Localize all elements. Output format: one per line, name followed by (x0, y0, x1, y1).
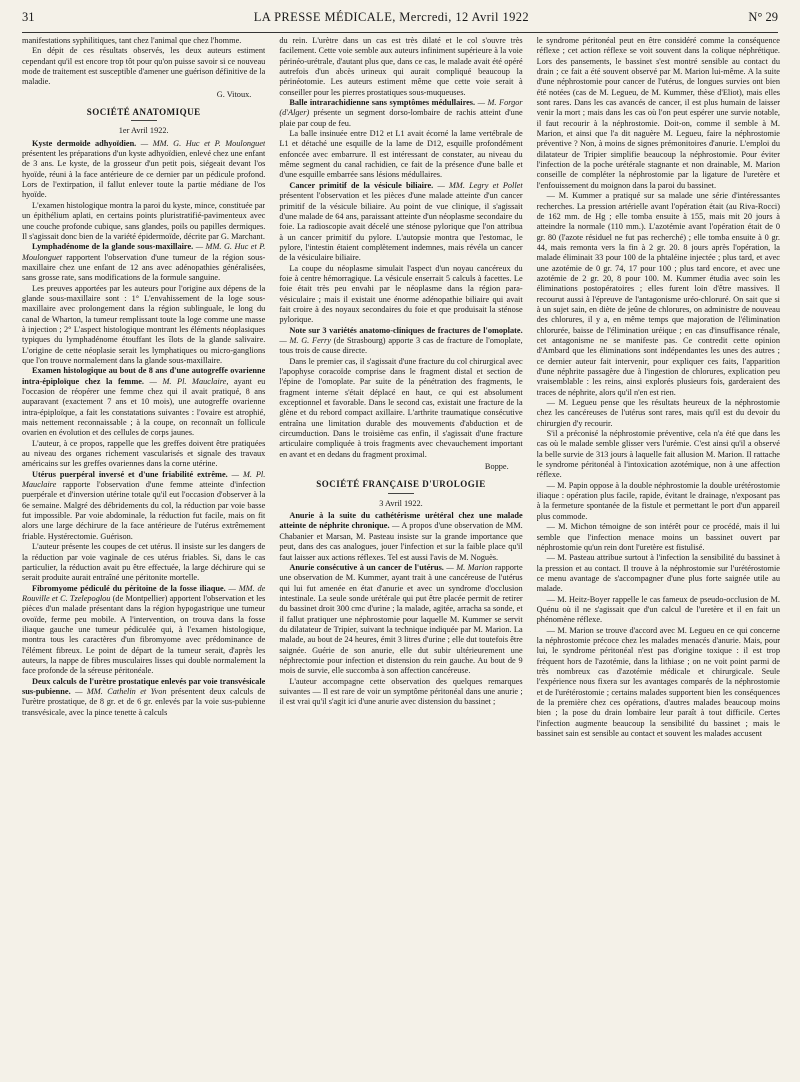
paragraph: du rein. L'urètre dans un cas est très dilaté et le col s'ouvre très facilement. Cette voie semble aux auteurs infiniment supérieure à la voie périnéo-urétrale, d'autant plus que, dans ce cas, le malade avait été opéré autrefois d'un abcès urineux qui aurait compliqué beaucoup la périnéotomie. Les auteurs estiment même que cette voie serait à conseiller pour les pierres prostatiques sous-muqueuses. (279, 36, 523, 97)
author-signature: Boppe. (484, 462, 509, 472)
article-paragraph (22, 139, 265, 201)
page-number: 31 (22, 10, 35, 24)
article-text: présente un segment dorso-lombaire de rachis atteint d'une plaie par coup de feu. (279, 108, 523, 128)
journal-title: LA PRESSE MÉDICALE, Mercredi, 12 Avril 1922 (253, 10, 530, 24)
article-text: rapportent l'observation d'une tumeur de la région sous-maxillaire chez une enfant de 12 ans avec adénopathies généralisées, sans grosse rate, sans modifications de la formule sanguine. (22, 252, 266, 283)
article-continuation: La coupe du néoplasme simulait l'aspect d'un noyau cancéreux du foie à centre hémorragique. La vésicule enserrait 5 calculs à facettes. Le foie était très peu envahi par le néoplasme dans la région para-vésiculaire ; mais il existait une énorme adénopathie biliaire qui avait fait croire à des noyaux secondaires du foie et que produisait la sténose pylorique. (279, 263, 523, 325)
article-paragraph (22, 242, 265, 283)
article-list (279, 511, 522, 708)
article-authors: — MM. G. Huc et P. Moulonguet (22, 242, 266, 262)
paragraph: S'il a préconisé la néphrostomie préventive, cela n'a été que dans les cas où le malade semble glisser vers l'urémie. C'est ainsi qu'il a observé la belle survie de 313 jours à laquelle fait allusion M. Marion. Il rattache le syndrome péritonéal à l'intoxication azotémique, non à une affection réflexe. (536, 429, 780, 480)
article-text: rapporte l'observation d'une femme atteinte d'infection puerpérale et d'inversion utérine totale qu'il eut l'occasion d'observer à la 6e semaine. Malgré des débridements du col, la réduction par voie basse fut impossible. Par voie abdominale, la réduction fut facile, mais on fit alors une large déchirure de la face antérieure de l'utérus extrêmement friable. Hystérectomie. Guérison. (22, 480, 266, 541)
section-date: 3 Avril 1922. (379, 498, 423, 508)
article-paragraph (279, 326, 522, 357)
article-continuation: L'auteur accompagne cette observation des quelques remarques suivantes — Il est rare de voir un symptôme péritonéal dans une anurie ; il est vrai qu'il s'agit ici d'une anurie avec distension du bassinet ; (279, 676, 523, 707)
article-paragraph (279, 511, 522, 563)
paragraph: — M. Heitz-Boyer rappelle le cas fameux de pseudo-occlusion de M. Quénu où il ne s'agissait que d'un calcul de l'uretère et il en fait un phénomène réflexe. (536, 594, 780, 625)
article-paragraph (22, 366, 265, 438)
paragraph: — M. Michon témoigne de son intérêt pour ce procédé, mais il lui semble que l'infection menace moins un bassinet ouvert par néphrostomie qu'un rein dont l'uretère est fistulisé. (536, 522, 780, 552)
article-title: Deux calculs de l'urètre prostatique enlevés par voie transvésicale sus-pubienne. (22, 676, 266, 696)
article-title: Utérus puerpéral inversé et d'une friabilité extrême. (32, 469, 228, 479)
article-text: présentent les préparations d'un kyste adhyoïdien, enlevé chez une enfant de 3 ans. Le kyste, de la grosseur d'un petit pois, siégeait devant l'os hyoïde, réuni à la face antérieure de ce dernier par un pédicule profond. Lors de l'extirpation, il fallut enlever toute la partie médiane de l'os hyoïde. (22, 149, 266, 200)
article-paragraph (279, 98, 522, 129)
text-columns (22, 36, 780, 1078)
article-text: (de Strasbourg) apporte 3 cas de fracture de l'omoplate, tous trois de cause directe. (279, 335, 523, 356)
article-authors: — M. Forgor (d'Alger) (279, 98, 523, 118)
article-authors: — MM. de Rouville et C. Tzelepoglou (22, 583, 266, 603)
article-title: Balle intrarachidienne sans symptômes médullaires. (289, 98, 476, 108)
article-authors: — (389, 521, 400, 531)
article-text: présentent deux calculs de l'urètre prostatique, de 8 gr. et de 6 gr. enlevés par la voie sus-pubienne transvésicale, avec la pince tenette à calculs (22, 686, 266, 717)
paragraph: — M. Kummer a pratiqué sur sa malade une série d'intéressantes recherches. La pression artérielle avant l'opération était (au Riva-Rocci) de 162 mm. de Hg ; elle tomba ensuite à 155, mais mit 20 jours à atteindre la normale (110 mm.). L'azotémie avant l'opération était de 0 gr. 80 (l'azote résiduel ne fut pas recherché) ; elle tomba ensuite à 0 gr. 44, mais remonta vers la fin à 2 gr. 20. 8 jours après l'opération, la malade éliminait 33 pour 100 de la phtaléine injectée ; plus tard, et avec une azotémie de 0 gr. 74, 17 pour 100 ; plus tard encore, et avec une azotémie de 2 gr. 20, 8 pour 100. M. Kummer étudia avec soin les éliminations postopératoires ; elles furent loin d'être massives. Il recourut aussi à l'épreuve de l'antagonisme uréo-chloruré. On sait que si à un sujet sain, en diète de jeûne de chlorures, on administre de nouveau des chlorures, il y a, en même temps que majoration de l'élimination chlorurée, baisse de l'élimination uréique ; en cas d'insuffisance rénale, cet antagonisme ne se manifeste pas. Ce contredit cette opinion d'Ambard que les éliminations sont indépendantes les unes des autres ; ce dernier auteur fait intervenir, pour expliquer ces faits, l'apparition d'une néphrite passagère due à l'ingestion de chlorures, explication peu vraisemblable : les reins, ainsi explorés plusieurs fois, garderaient des traces de néphrite, alors qu'il n'en est rien. (536, 191, 780, 397)
paragraph: — M. Legueu pense que les résultats heureux de la néphrostomie chez les cancéreuses de l'utérus sont rares, mais qu'il est du devoir du chirurgien d'y recourir. (536, 398, 780, 428)
author-signature: G. Vitoux. (216, 89, 252, 99)
page-header (22, 10, 778, 33)
article-title: Examen histologique au bout de 8 ans d'une autogreffe ovarienne intra-épiploïque chez la femme. (22, 366, 266, 386)
article-continuation: La balle insinuée entre D12 et L1 avait écorné la lame vertébrale de L1 et détaché une esquille de la lame de D12, esquille profondément enfoncée avec embarrure. Il est intéressant de constater, au niveau du même segment du canal rachidien, ce fait de la présence d'une balle et d'une esquille embarrée sans lésions médullaires. (279, 129, 523, 180)
article-authors: — M. Pl. Mauclaire (144, 376, 227, 386)
paragraph: le syndrome péritonéal peut en être considéré comme la conséquence réflexe ; cet action réflexe se voit souvent dans la colique néphrétique. Lors des pansements, le bassinet s'est montré sensible au contact du drain ; ce fait a été souvent observé par M. Marion lui-même. A la suite d'une néphrostomie pour cancer de l'utérus, de longues survies ont bien été notées (cas de M. Legueu, de M. Kummer, thèse d'Eliot), mais elles sont rares. Dans les cas avancés de cancer, il est plus humain de laisser venir la mort ; mais dans les cas où l'on peut espérer une survie notable, il faut recourir à la néphrostomie. Doit-on, comme il semble à M. Marion, et ainsi que l'a dit naguère M. Legueu, faire la néphrostomie préventive ? Non, à moins de signes prémonitoires d'anurie. L'emploi du dilatateur de Tripier simplifie beaucoup la néphrostomie. Pour éviter l'infection de la poche urétérale stagnante et non drainable, M. Marion conseille de compléter la néphrostomie par la ligature de l'uretère et l'enfouissement du moignon dans la paroi du bassinet. (536, 36, 780, 190)
article-list (279, 98, 522, 460)
article-text: A propos d'une observation de MM. Chabanier et Marsan, M. Pasteau insiste sur la grande importance que peut, dans des cas analogues, jouer l'infection et sur la faible place qu'il faut laisser aux actions réflexes. Tel est aussi l'avis de M. Noguès. (279, 521, 523, 562)
article-continuation: Les preuves apportées par les auteurs pour l'origine aux dépens de la glande sous-maxillaire sont : 1° L'envahissement de la loge sous-maxillaire avec prolongement dans la région sublinguale, le long du canal de Wharton, la tumeur remplissant toute la loge comme une masse à injection ; 2° L'aspect histologique montrant les éléments néoplasiques typiques du lymphadénome étouffant les îlots de la glande salivaire. L'origine de cette néoplasie serait les lymphatiques ou micro-ganglions que l'on trouve normalement dans la glande sous-maxillaire. (22, 283, 266, 365)
article-title: Cancer primitif de la vésicule biliaire. (289, 180, 434, 190)
article-paragraph (22, 584, 265, 677)
article-text: (de Montpellier) apportent l'observation et les pièces d'un malade présentant dans la région hypogastrique une tumeur ovoïde, ferme peu mobile. A l'intervention, on trouva dans la fosse iliaque gauche une tumeur pédiculée qui, à l'examen histologique, montra tous les caractères d'un fibromyome avec prédominance de l'élément fibreux. Le point de départ de la tumeur serait, d'après les auteurs, la nappe de fibres musculaires lisses qui double normalement la face profonde de la séreuse péritonéale. (22, 593, 266, 676)
section-title: SOCIÉTÉ FRANÇAISE D'UROLOGIE (316, 479, 486, 490)
issue-number: N° 29 (748, 10, 778, 24)
article-paragraph (279, 563, 522, 677)
article-continuation: L'auteur, à ce propos, rappelle que les greffes doivent être pratiquées au niveau des organes richement vascularisés et signale des travaux américains sur les greffes ovariennes dans la corne utérine. (22, 438, 266, 469)
article-authors: — MM. Cathelin et Yvon (70, 686, 167, 696)
article-authors: — MM. Legry et Pollet (433, 180, 523, 190)
article-text: présentent l'observation et les pièces d'une malade atteinte d'un cancer primitif de la vésicule biliaire. Au point de vue clinique, il s'agissait d'une malade de 64 ans, paraissant atteinte d'un néoplasme secondaire du foie. La radioscopie avait décelé une sténose pylorique que l'on attribua à un cancer primitif du pylore. L'autopsie montra que l'estomac, le pylore, l'intestin étaient complètement indemnes, mais révéla un cancer de la vésiculaire biliaire. (279, 191, 523, 263)
article-title: Anurie consécutive à un cancer de l'utérus. (289, 562, 444, 572)
section-divider (388, 493, 414, 494)
section-date: 1er Avril 1922. (118, 126, 169, 136)
article-title: Anurie à la suite du cathétérisme urétéral chez une malade atteinte de néphrite chronique. (279, 511, 523, 531)
article-title: Note sur 3 variétés anatomo-cliniques de fractures de l'omoplate. (289, 325, 523, 335)
article-title: Fibromyome pédiculé du péritoine de la fosse iliaque. (32, 583, 226, 593)
article-continuation: L'auteur présente les coupes de cet utérus. Il insiste sur les dangers de la réduction par voie vaginale de ces utérus friables. Si, dans le cas particulier, la réduction avait pu être effectuée, la large déchirure qui se serait produite aurait entraîné une péritonite mortelle. (22, 542, 266, 583)
column-left (22, 36, 265, 1078)
article-continuation: L'examen histologique montra la paroi du kyste, mince, constituée par un épithélium aplati, en certains points pluristratifié-pavimenteux avec une couche profonde cubique, sans glandes, poils ou papilles dermiques. Il s'agissait donc bien de la variété épidermoïde, décrite par G. Marchant. (22, 200, 266, 241)
article-paragraph (22, 677, 265, 718)
column-right (537, 36, 780, 1078)
article-continuation: Dans le premier cas, il s'agissait d'une fracture du col chirurgical avec l'apophyse coracoïde comprise dans le fragment distal et section de l'épine de l'omoplate. Par suite de la pénétration des fragments, le fragment interne s'était déplacé en haut, ce qui est absolument exceptionnel et favorable. Dans le second cas, existait une fracture de la glène et du rebord compact axillaire. L'arthrite traumatique consécutive entraîna une limitation durable des mouvements d'abduction et de circumduction. Dans le troisième cas enfin, il s'agissait d'une fracture articulaire compliquée à trois fragments avec chevauchement important en avant et en dedans du fragment proximal. (279, 356, 523, 459)
paragraph: — M. Marion se trouve d'accord avec M. Legueu en ce qui concerne la néphrostomie précoce chez les malades menacés d'anurie. Mais, pour lui, le syndrome péritonéal n'est pas d'origine toxique : il est trop fréquent hors de l'azotémie, dans la lithiase ; on ne voit point parmi de très nombreux cas d'azotémie médicale et chirurgicale. Seule l'expérience nous fixera sur les avantages comparés de la néphrostomie et de l'urétérostomie ; certains malades supportent bien les conséquences de la première chez ces opérations, d'autres malades beaucoup moins bien ; la pose du drain lombaire leur paraît à tout difficile. Certes l'infection augmente beaucoup la sensibilité du bassinet ; mais le bassinet sain est sensible au contact et souvent les malades accusent (536, 625, 780, 739)
article-authors: — MM. G. Huc et P. Moulonguet (136, 138, 266, 148)
article-text: rapporte une observation de M. Kummer, ayant trait à une cancéreuse de l'utérus qui lui fut amenée en état d'anurie et avec un syndrome d'occlusion intestinale. La seule sonde urétérale qui put être placée permit de retirer du bassinet droit 300 cmc d'urine ; la malade, agitée, arracha sa sonde, et il fallut pratiquer une néphrostomie pour laquelle M. Kummer se servit du dilatateur de Tripier, suivant la technique indiquée par M. Marion. La malade, au bout de 24 heures, émit 3 litres d'urine ; elle dut toutefois être saignée. Guérie de son anurie, elle dut subir ultérieurement une néphrectomie pour infection et distension du rein gauche. Au bout de 9 mois de survie, elle succomba à son affection cancéreuse. (279, 562, 523, 676)
paragraph: En dépit de ces résultats observés, les deux auteurs estiment cependant qu'il est encore trop tôt pour qu'on puisse savoir si ce nouveau mode de traitement est susceptible d'amener une guérison définitive de la maladie. (22, 46, 266, 87)
paragraph: manifestations syphilitiques, tant chez l'animal que chez l'homme. (22, 36, 242, 45)
paragraph: — M. Papin oppose à la double néphrostomie la double urétérostomie iliaque : opération plus facile, rapide, évitant le drainage, n'exposant pas à la fermeture spontanée de la fistule et permettant le port d'un appareil plus commode. (536, 480, 780, 521)
section-divider (131, 120, 157, 121)
article-paragraph (22, 470, 265, 542)
article-authors: — M. G. Ferry (279, 335, 331, 345)
article-paragraph (279, 181, 522, 264)
article-title: Lymphadénome de la glande sous-maxillaire. (32, 242, 194, 252)
article-list (22, 139, 265, 718)
paragraph-list (537, 36, 780, 739)
section-title: SOCIÉTÉ ANATOMIQUE (86, 107, 201, 118)
article-authors: — M. Pl. Mauclaire (22, 469, 266, 490)
column-middle (279, 36, 522, 1078)
article-authors: — M. Marion (443, 562, 493, 572)
article-title: Kyste dermoïde adhyoïdien. (32, 138, 137, 148)
article-text: , ayant eu l'occasion de réopérer une femme chez qui il avait pratiqué, 8 ans auparavant (exactement 7 ans et 10 mois), une autogreffe ovarienne intra-épiploïque, a fait les constatations suivantes : l'ovaire est atrophié, mais nettement reconnaissable ; à la coupe, on reconnaît un follicule ovarien en évolution et des cellules de corps jaunes. (22, 376, 266, 438)
paragraph: — M. Pasteau attribue surtout à l'infection la sensibilité du bassinet à la pression et au contact. Il trouve à la néphrostomie sur l'urétérostomie ce menu avantage de s'accompagner d'une plus forte saignée utile au malade. (536, 553, 780, 594)
